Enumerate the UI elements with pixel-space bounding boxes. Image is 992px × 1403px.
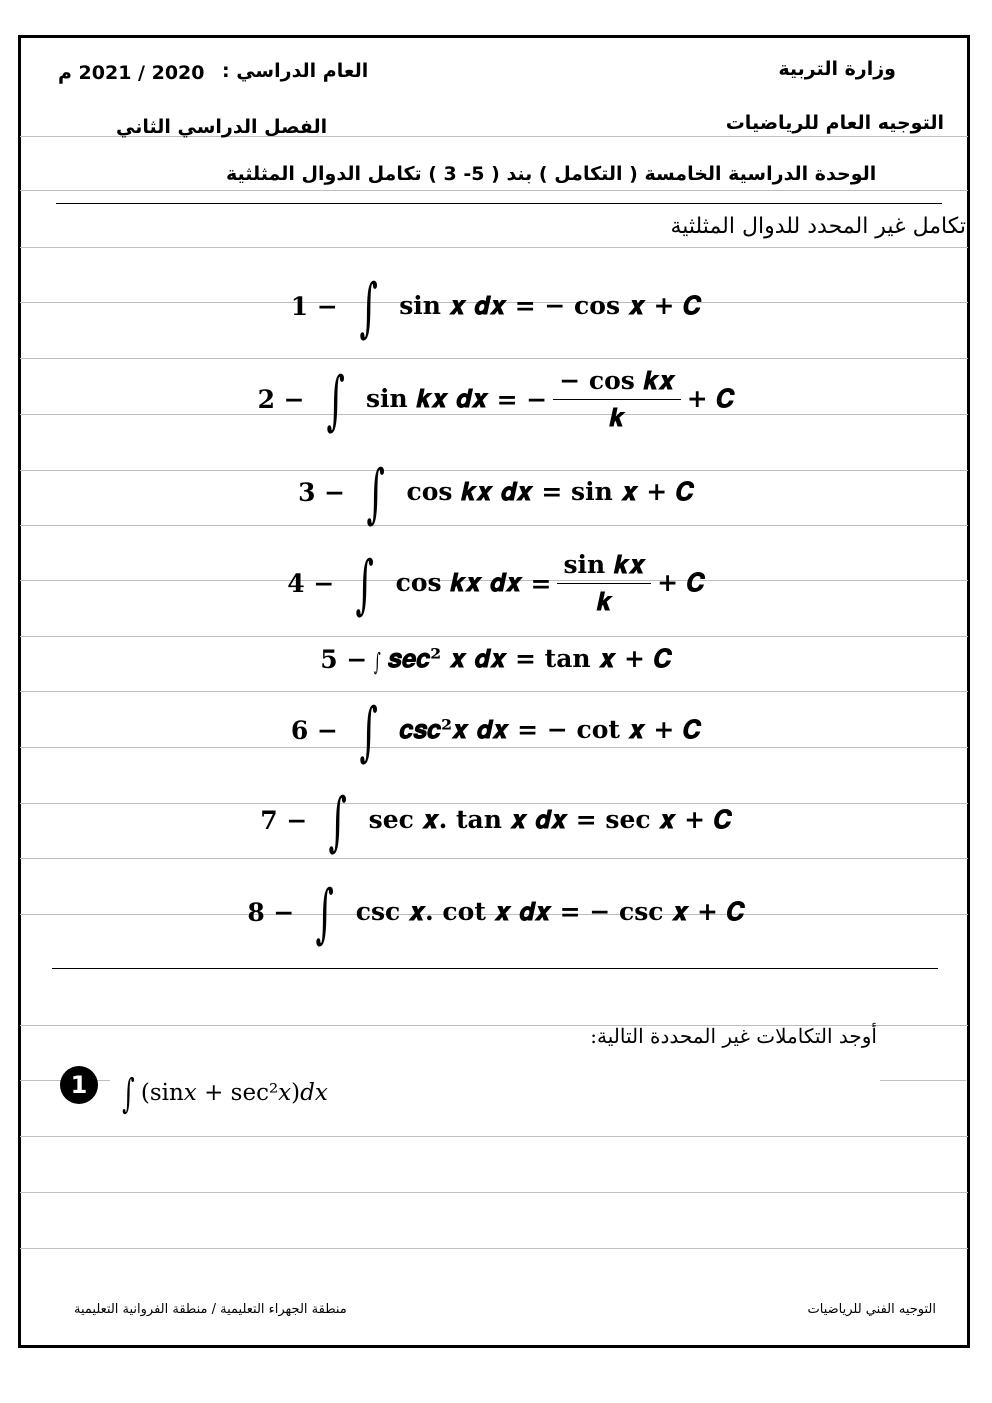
- formula-integrand: sin 𝒙 𝒅𝒙: [399, 291, 507, 320]
- formula-5: [0, 640, 992, 678]
- formula-integrand: sin 𝒌𝒙 𝒅𝒙: [365, 384, 488, 413]
- formula-integrand: cos 𝒌𝒙 𝒅𝒙: [406, 477, 533, 506]
- formula-result: = tan 𝒙 + 𝑪: [515, 644, 672, 673]
- integral-sign: ∫: [366, 457, 385, 531]
- ruled-line: [20, 858, 968, 859]
- formula-result: = sec 𝒙 + 𝑪: [575, 805, 732, 834]
- formula-result-prefix: = −: [496, 384, 548, 414]
- formula-4: [0, 540, 992, 626]
- integral-sign: ∫: [315, 877, 335, 951]
- integral-sign: ∫: [328, 785, 348, 859]
- ministry-name: وزارة التربية: [778, 58, 896, 80]
- exercise-number-badge: 1: [60, 1066, 98, 1104]
- ruled-line: [20, 190, 968, 191]
- exercise-integrand: (sin𝑥 + sec²𝑥)𝑑𝑥: [140, 1080, 328, 1106]
- footer-department: التوجيه الفني للرياضيات: [807, 1302, 936, 1317]
- semester-label: الفصل الدراسي الثاني: [116, 116, 328, 138]
- formula-number: 7 −: [260, 805, 308, 835]
- formula-integrand: 𝒄𝒔𝒄²𝒙 𝒅𝒙: [399, 715, 509, 744]
- formula-number: 6 −: [290, 715, 338, 745]
- ruled-line: [20, 636, 968, 637]
- formula-result: = − csc 𝒙 + 𝑪: [559, 897, 745, 926]
- formula-number: 3 −: [298, 477, 346, 507]
- formula-6: [0, 694, 992, 769]
- formula-integrand: sec 𝒙. tan 𝒙 𝒅𝒙: [368, 805, 568, 834]
- section-title: تكامل غير المحدد للدوال المثلثية: [670, 214, 966, 239]
- fraction: [557, 550, 651, 617]
- integral-sign: ∫: [359, 271, 378, 345]
- formula-result: = − cos 𝒙 + 𝑪: [514, 291, 702, 320]
- ruled-line: [20, 1192, 968, 1193]
- formula-number: 2 −: [257, 384, 305, 414]
- fraction-numerator: − cos 𝒌𝒙: [553, 366, 681, 400]
- task-instruction: أوجد التكاملات غير المحددة التالية:: [590, 1024, 877, 1048]
- formula-3: [0, 456, 992, 531]
- academic-year-value: [58, 62, 205, 84]
- formula-result-suffix: + 𝑪: [686, 384, 735, 413]
- formula-number: 8 −: [247, 897, 295, 927]
- exercise-1-expression: [118, 1070, 328, 1116]
- formula-integrand: 𝒔𝒆𝒄² 𝒙 𝒅𝒙: [387, 644, 507, 673]
- section-divider: [52, 968, 938, 969]
- formula-number: 4 −: [287, 568, 335, 598]
- academic-year-text: 2020 / 2021 م: [58, 62, 205, 84]
- formula-result: = sin 𝒙 + 𝑪: [541, 477, 694, 506]
- integral-sign: ∫: [374, 648, 381, 676]
- formula-result: = − cot 𝒙 + 𝑪: [517, 715, 702, 744]
- ruled-line: [880, 1080, 966, 1081]
- formula-8: [0, 876, 992, 951]
- ruled-line: [20, 691, 968, 692]
- department-name: التوجيه العام للرياضيات: [725, 112, 944, 134]
- formula-2: [0, 356, 992, 442]
- formula-number: 5 −: [320, 644, 368, 674]
- unit-title: الوحدة الدراسية الخامسة ( التكامل ) بند ( 5- 3 ) تكامل الدوال المثلثية: [226, 163, 877, 185]
- formula-integrand: cos 𝒌𝒙 𝒅𝒙: [395, 568, 522, 597]
- fraction: [553, 366, 681, 433]
- fraction-numerator: sin 𝒌𝒙: [557, 550, 651, 584]
- formula-number: 1 −: [290, 291, 338, 321]
- integral-sign: ∫: [355, 548, 375, 622]
- integral-sign: ∫: [122, 1071, 135, 1117]
- integral-sign: ∫: [326, 364, 345, 438]
- formula-1: [0, 270, 992, 345]
- ruled-line: [20, 1248, 968, 1249]
- formula-result-suffix: + 𝑪: [657, 568, 705, 597]
- fraction-denominator: 𝒌: [609, 402, 625, 432]
- header-divider: [56, 203, 942, 204]
- formula-result-prefix: =: [530, 568, 552, 598]
- footer-districts: منطقة الجهراء التعليمية / منطقة الفروانية التعليمية: [74, 1302, 347, 1317]
- formula-integrand: csc 𝒙. cot 𝒙 𝒅𝒙: [355, 897, 551, 926]
- fraction-denominator: 𝒌: [596, 586, 612, 616]
- integral-sign: ∫: [359, 695, 378, 769]
- ruled-line: [20, 1136, 968, 1137]
- formula-7: [0, 784, 992, 859]
- academic-year-label: العام الدراسي :: [222, 60, 369, 82]
- ruled-line: [20, 247, 968, 248]
